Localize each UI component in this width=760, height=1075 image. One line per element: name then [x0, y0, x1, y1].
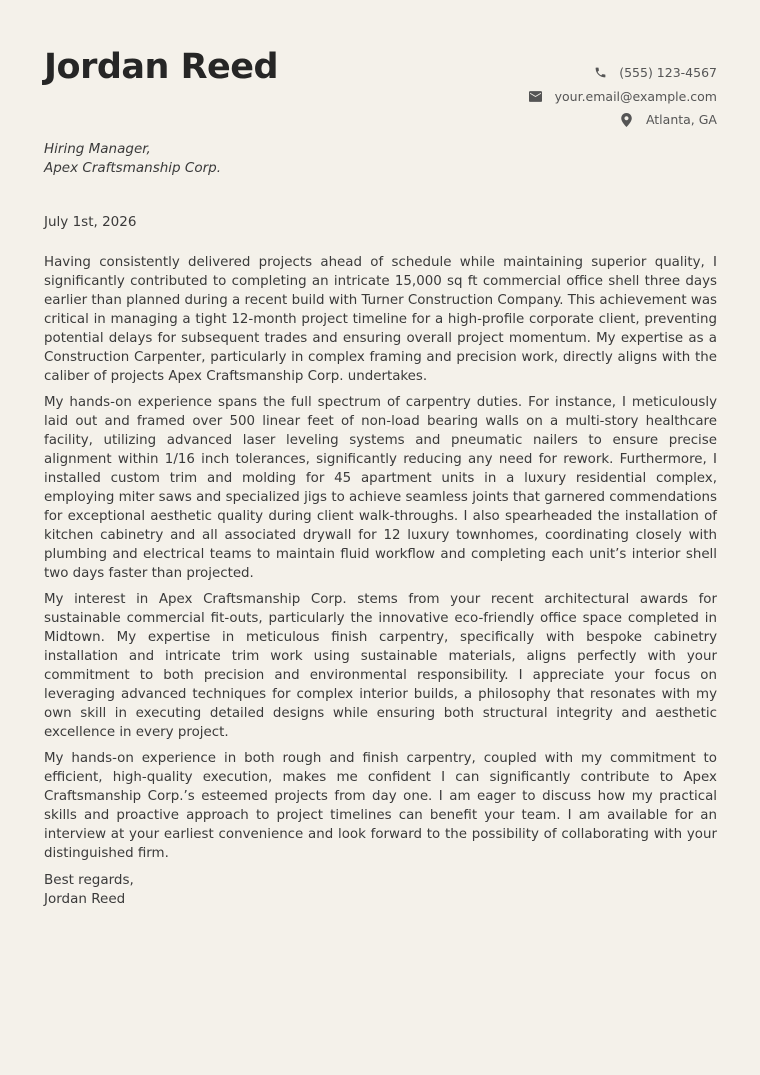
contact-phone: [529, 61, 717, 85]
cover-letter: [44, 0, 717, 907]
phone-icon: [593, 66, 607, 80]
body-paragraph-1: Having consistently delivered projects ahead of schedule while maintaining superior quality, I significantly contributed to completing an intricate 15,000 sq ft commercial office shell three days earlier than planned during a recent build with Turner Construction Company. This achievement was critical in managing a tight 12-month project timeline for a high-profile corporate client, preventing potential delays for subsequent trades and ensuring overall project momentum. My expertise as a Construction Carpenter, particularly in complex framing and precision work, directly aligns with the caliber of projects Apex Craftsmanship Corp. undertakes.: [44, 255, 717, 384]
contact-location: [529, 108, 717, 132]
letter-closing: [44, 871, 717, 909]
map-pin-icon: [620, 113, 634, 127]
body-paragraph-3: My interest in Apex Craftsmanship Corp. stems from your recent architectural awards for sustainable commercial fit-outs, particularly the innovative eco-friendly office space completed in Midtown. My expertise in meticulous finish carpentry, specifically with bespoke cabinetry installation and intricate trim work using sustainable materials, aligns perfectly with your commitment to both precision and environmental responsibility. I appreciate your focus on leveraging advanced techniques for complex interior builds, a philosophy that resonates with my own skill in executing detailed designs while ensuring both structural integrity and aesthetic excellence in every project.: [44, 592, 717, 740]
recipient-title: Hiring Manager,: [44, 141, 151, 157]
applicant-name: Jordan Reed: [44, 47, 279, 87]
recipient-block: [44, 140, 221, 178]
contact-info: [529, 61, 717, 132]
letter-date: July 1st, 2026: [44, 214, 137, 230]
body-paragraph-4: My hands-on experience in both rough and finish carpentry, coupled with my commitment to efficient, high-quality execution, makes me confident I can significantly contribute to Apex Craftsmanship Corp.’s esteemed projects from day one. I am eager to discuss how my practical skills and proactive approach to project timelines can benefit your team. I am available for an interview at your earliest convenience and look forward to the possibility of collaborating with your distinguished firm.: [44, 751, 717, 861]
letter-header: [44, 0, 717, 130]
email-address: your.email@example.com: [554, 88, 717, 104]
contact-email: [529, 85, 717, 109]
letter-body: [44, 253, 717, 909]
envelope-icon: [529, 89, 543, 103]
location-text: Atlanta, GA: [645, 112, 717, 128]
closing-signature: Jordan Reed: [44, 891, 126, 907]
closing-salutation: Best regards,: [44, 872, 134, 888]
phone-number: (555) 123-4567: [619, 65, 717, 81]
body-paragraph-2: My hands-on experience spans the full spectrum of carpentry duties. For instance, I meticulously laid out and framed over 500 linear feet of non-load bearing walls on a multi-story healthcare facility, utilizing advanced laser leveling systems and pneumatic nailers to ensure precise alignment within 1/16 inch tolerances, significantly reducing any need for rework. Furthermore, I installed custom trim and molding for 45 apartment units in a luxury residential complex, employing miter saws and specialized jigs to achieve seamless joints that garnered commendations for exceptional aesthetic quality during client walk-throughs. I also spearheaded the installation of kitchen cabinetry and all associated drywall for 12 luxury townhomes, coordinating closely with plumbing and electrical teams to maintain fluid workflow and completing each unit’s interior shell two days faster than projected.: [44, 395, 717, 581]
recipient-company: Apex Craftsmanship Corp.: [44, 160, 221, 176]
